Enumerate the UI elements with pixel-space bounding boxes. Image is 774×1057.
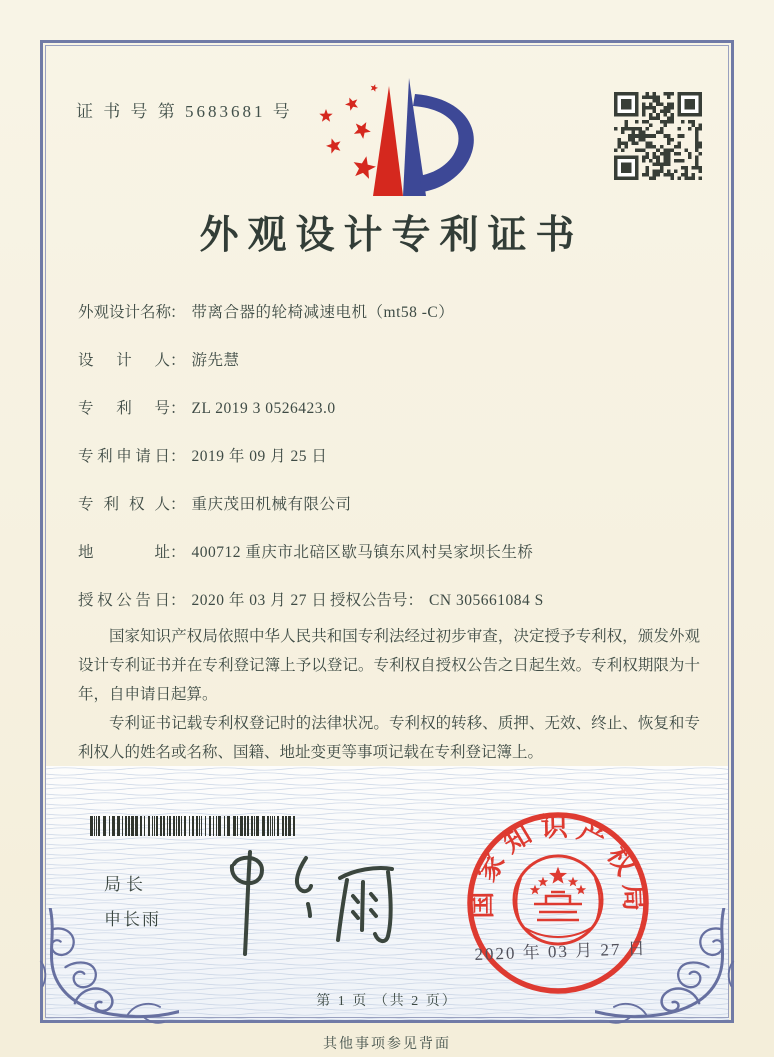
field-value: 游先慧 bbox=[191, 352, 240, 369]
grant-date-label: 授权公告日 bbox=[78, 592, 170, 609]
grant-no-value: CN 305661084 S bbox=[429, 592, 544, 609]
director-name: 申长雨 bbox=[104, 910, 161, 929]
field-value: 2019 年 09 月 25 日 bbox=[191, 448, 328, 465]
director-signature bbox=[200, 836, 428, 964]
field-row-patent-no bbox=[78, 396, 708, 418]
national-emblem-icon bbox=[514, 856, 602, 944]
seal-text: 国家知识产权局 bbox=[466, 811, 650, 919]
legal-paragraph-2: 专利证书记载专利权登记时的法律状况。专利权的转移、质押、无效、终止、恢复和专利权人的姓名或名称、国籍、地址变更等事项记载在专利登记簿上。 bbox=[78, 715, 700, 761]
page-number: 第 1 页 （共 2 页） bbox=[316, 994, 458, 1009]
field-colon: ： bbox=[170, 304, 186, 321]
field-value: 重庆茂田机械有限公司 bbox=[191, 496, 352, 513]
field-row-address bbox=[78, 540, 708, 562]
official-seal bbox=[463, 808, 653, 998]
field-colon: ： bbox=[407, 592, 424, 609]
field-colon: ： bbox=[170, 448, 186, 465]
certificate-title: 外观设计专利证书 bbox=[199, 214, 584, 257]
field-row-filing-date bbox=[78, 444, 708, 466]
logo-stars bbox=[319, 84, 378, 179]
barcode bbox=[90, 816, 296, 836]
grant-no-label: 授权公告号 bbox=[330, 592, 408, 609]
grant-no-group bbox=[330, 588, 544, 610]
field-value: 400712 重庆市北碚区歇马镇东风村吴家坝长生桥 bbox=[191, 544, 534, 561]
field-row-grant bbox=[78, 588, 708, 610]
field-colon: ： bbox=[170, 400, 186, 417]
field-colon: ： bbox=[170, 352, 186, 369]
field-label: 专利申请日 bbox=[78, 448, 170, 465]
field-value: 带离合器的轮椅减速电机（mt58 -C） bbox=[191, 304, 455, 321]
cnipa-logo bbox=[312, 64, 477, 206]
seal-date: 2020 年 03 月 27 日 bbox=[474, 938, 647, 964]
certificate-number: 证 书 号 第 5683681 号 bbox=[76, 102, 293, 121]
grant-date-value: 2020 年 03 月 27 日 bbox=[191, 592, 328, 609]
director-title: 局长 bbox=[104, 875, 148, 894]
back-note: 其他事项参见背面 bbox=[323, 1037, 451, 1052]
field-label: 专利权人 bbox=[78, 496, 170, 513]
field-row-designer bbox=[78, 348, 708, 370]
field-colon: ： bbox=[170, 544, 186, 561]
field-colon: ： bbox=[170, 592, 186, 609]
legal-paragraph-1: 国家知识产权局依照中华人民共和国专利法经过初步审查，决定授予专利权，颁发外观设计专利证书并在专利登记簿上予以登记。专利权自授权公告之日起生效。专利权期限为十年，自申请日起算。 bbox=[78, 628, 700, 703]
qr-code bbox=[614, 92, 702, 180]
logo-mark bbox=[373, 78, 474, 196]
legal-text-block bbox=[78, 622, 700, 767]
field-label: 外观设计名称 bbox=[78, 304, 172, 321]
field-row-patentee bbox=[78, 492, 708, 514]
field-label: 地址 bbox=[78, 544, 170, 561]
field-value: ZL 2019 3 0526423.0 bbox=[191, 400, 336, 417]
field-colon: ： bbox=[170, 496, 186, 513]
field-label: 专利号 bbox=[78, 400, 170, 417]
field-label: 设计人 bbox=[78, 352, 170, 369]
field-row-design-name bbox=[78, 300, 708, 322]
